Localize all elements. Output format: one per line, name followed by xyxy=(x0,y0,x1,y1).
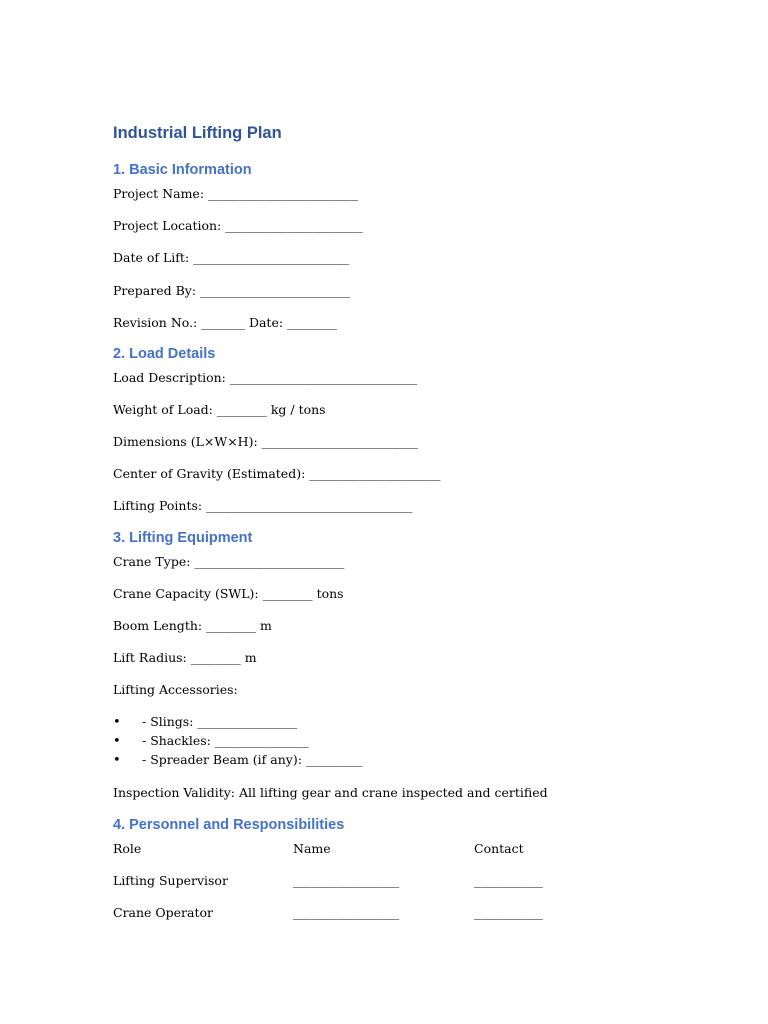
field-dimensions: Dimensions (L×W×H): _________________________ xyxy=(113,434,418,449)
field-project-name: Project Name: ________________________ xyxy=(113,186,359,201)
list-item-text: - Shackles: _______________ xyxy=(142,733,309,748)
field-project-location: Project Location: ______________________ xyxy=(113,218,363,233)
field-center-of-gravity: Center of Gravity (Estimated): _____________________ xyxy=(113,466,441,481)
field-weight-of-load: Weight of Load: ________ kg / tons xyxy=(113,402,326,417)
section-heading-load-details: 2. Load Details xyxy=(113,346,216,362)
field-lifting-accessories: Lifting Accessories: xyxy=(113,682,238,697)
table-cell-contact: ___________ xyxy=(474,905,543,920)
table-cell-contact: ___________ xyxy=(474,873,543,888)
field-crane-capacity: Crane Capacity (SWL): ________ tons xyxy=(113,586,344,601)
table-cell-name: _________________ xyxy=(293,905,400,920)
field-prepared-by: Prepared By: ________________________ xyxy=(113,283,351,298)
table-header-role: Role xyxy=(113,841,142,856)
table-cell-role: Lifting Supervisor xyxy=(113,873,228,888)
field-lifting-points: Lifting Points: _________________________________ xyxy=(113,498,413,513)
table-cell-role: Crane Operator xyxy=(113,905,214,920)
field-revision-date: Revision No.: _______ Date: ________ xyxy=(113,315,338,330)
table-header-name: Name xyxy=(293,841,331,856)
table-cell-name: _________________ xyxy=(293,873,400,888)
field-load-description: Load Description: ______________________________ xyxy=(113,370,418,385)
list-item-slings xyxy=(113,714,297,730)
field-boom-length: Boom Length: ________ m xyxy=(113,618,272,633)
table-header-contact: Contact xyxy=(474,841,524,856)
list-item-spreader-beam xyxy=(113,752,362,768)
list-item-shackles xyxy=(113,733,309,749)
section-heading-lifting-equipment: 3. Lifting Equipment xyxy=(113,530,253,546)
list-item-text: - Slings: ________________ xyxy=(142,714,298,729)
document-title: Industrial Lifting Plan xyxy=(113,124,282,142)
list-item-text: - Spreader Beam (if any): _________ xyxy=(142,752,363,767)
field-date-of-lift: Date of Lift: _________________________ xyxy=(113,250,350,265)
section-heading-basic-information: 1. Basic Information xyxy=(113,162,252,178)
bullet-icon: • xyxy=(113,753,121,768)
bullet-icon: • xyxy=(113,715,121,730)
section-heading-personnel: 4. Personnel and Responsibilities xyxy=(113,817,345,833)
inspection-validity-note: Inspection Validity: All lifting gear and crane inspected and certified xyxy=(113,785,548,800)
field-lift-radius: Lift Radius: ________ m xyxy=(113,650,257,665)
bullet-icon: • xyxy=(113,734,121,749)
field-crane-type: Crane Type: ________________________ xyxy=(113,554,345,569)
